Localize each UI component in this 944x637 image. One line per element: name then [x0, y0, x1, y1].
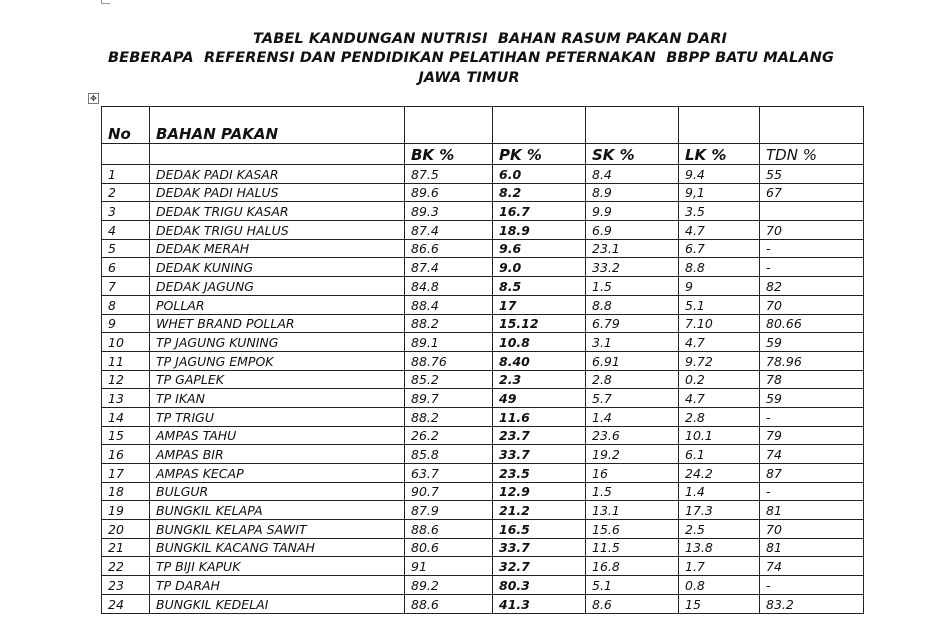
- cell-sk: 16: [586, 464, 679, 483]
- cell-sk: 2.8: [586, 370, 679, 389]
- cell-sk: 8.8: [586, 295, 679, 314]
- cell-lk: 17.3: [679, 501, 760, 520]
- cell-lk: 24.2: [679, 464, 760, 483]
- cell-bk: 87.4: [405, 258, 493, 277]
- cell-no: 5: [102, 239, 150, 258]
- cell-bk: 26.2: [405, 426, 493, 445]
- cell-sk: 23.6: [586, 426, 679, 445]
- cell-sk: 16.8: [586, 557, 679, 576]
- cell-tdn: 74: [760, 445, 864, 464]
- cell-no: 22: [102, 557, 150, 576]
- cell-bk: 85.2: [405, 370, 493, 389]
- cell-lk: 4.7: [679, 221, 760, 240]
- cell-lk: 10.1: [679, 426, 760, 445]
- page-corner-mark: [101, 0, 110, 4]
- cell-lk: 9.4: [679, 165, 760, 184]
- cell-no: 23: [102, 576, 150, 595]
- cell-tdn: 87: [760, 464, 864, 483]
- table-row: [102, 165, 864, 184]
- cell-no: 4: [102, 221, 150, 240]
- cell-name: BUNGKIL KELAPA SAWIT: [150, 520, 405, 539]
- table-row: [102, 202, 864, 221]
- table-row: [102, 258, 864, 277]
- cell-bk: 90.7: [405, 482, 493, 501]
- nutrition-table: [101, 106, 864, 614]
- table-row: [102, 426, 864, 445]
- cell-sk: 1.5: [586, 482, 679, 501]
- cell-lk: 2.5: [679, 520, 760, 539]
- cell-tdn: 74: [760, 557, 864, 576]
- cell-lk: 9.72: [679, 351, 760, 370]
- cell-lk: 0.2: [679, 370, 760, 389]
- cell-sk: 19.2: [586, 445, 679, 464]
- cell-no: 14: [102, 407, 150, 426]
- cell-lk: 8.8: [679, 258, 760, 277]
- cell-pk: 16.5: [493, 520, 586, 539]
- cell-name: DEDAK KUNING: [150, 258, 405, 277]
- cell-no: 15: [102, 426, 150, 445]
- cell-tdn: 83.2: [760, 594, 864, 613]
- cell-tdn: 59: [760, 389, 864, 408]
- table-row: [102, 594, 864, 613]
- cell-name: DEDAK PADI HALUS: [150, 183, 405, 202]
- cell-bk: 89.3: [405, 202, 493, 221]
- cell-bk: 87.4: [405, 221, 493, 240]
- cell-pk: 8.5: [493, 277, 586, 296]
- cell-name: POLLAR: [150, 295, 405, 314]
- cell-pk: 2.3: [493, 370, 586, 389]
- cell-no: 8: [102, 295, 150, 314]
- cell-tdn: 67: [760, 183, 864, 202]
- cell-tdn: 70: [760, 295, 864, 314]
- cell-sk: 15.6: [586, 520, 679, 539]
- cell-tdn: 55: [760, 165, 864, 184]
- cell-no: 7: [102, 277, 150, 296]
- cell-lk: 7.10: [679, 314, 760, 333]
- cell-pk: 16.7: [493, 202, 586, 221]
- table-row: [102, 464, 864, 483]
- cell-bk: 89.6: [405, 183, 493, 202]
- header-lk: LK %: [679, 144, 760, 165]
- cell-name: TP TRIGU: [150, 407, 405, 426]
- cell-pk: 9.0: [493, 258, 586, 277]
- cell-pk: 41.3: [493, 594, 586, 613]
- cell-tdn: 59: [760, 333, 864, 352]
- table-row: [102, 183, 864, 202]
- cell-tdn: 82: [760, 277, 864, 296]
- cell-pk: 80.3: [493, 576, 586, 595]
- cell-tdn: [760, 202, 864, 221]
- cell-bk: 80.6: [405, 538, 493, 557]
- cell-no: 13: [102, 389, 150, 408]
- cell-tdn: 70: [760, 520, 864, 539]
- cell-lk: 2.8: [679, 407, 760, 426]
- cell-bk: 89.7: [405, 389, 493, 408]
- table-row: [102, 407, 864, 426]
- cell-bk: 63.7: [405, 464, 493, 483]
- cell-sk: 13.1: [586, 501, 679, 520]
- cell-name: BUNGKIL KACANG TANAH: [150, 538, 405, 557]
- cell-pk: 12.9: [493, 482, 586, 501]
- table-row: [102, 295, 864, 314]
- cell-name: AMPAS BIR: [150, 445, 405, 464]
- cell-tdn: -: [760, 258, 864, 277]
- table-row: [102, 389, 864, 408]
- cell-name: BUNGKIL KELAPA: [150, 501, 405, 520]
- cell-lk: 3.5: [679, 202, 760, 221]
- cell-tdn: -: [760, 576, 864, 595]
- cell-lk: 9: [679, 277, 760, 296]
- cell-no: 17: [102, 464, 150, 483]
- header-row-2: [102, 144, 864, 165]
- cell-no: 20: [102, 520, 150, 539]
- cell-sk: 1.4: [586, 407, 679, 426]
- table-row: [102, 277, 864, 296]
- table-row: [102, 351, 864, 370]
- cell-pk: 9.6: [493, 239, 586, 258]
- title-line-1: TABEL KANDUNGAN NUTRISI BAHAN RASUM PAKAN DARI: [253, 31, 727, 47]
- cell-lk: 6.1: [679, 445, 760, 464]
- cell-pk: 33.7: [493, 538, 586, 557]
- cell-name: WHET BRAND POLLAR: [150, 314, 405, 333]
- cell-bk: 89.2: [405, 576, 493, 595]
- cell-bk: 91: [405, 557, 493, 576]
- cell-pk: 33.7: [493, 445, 586, 464]
- cell-no: 19: [102, 501, 150, 520]
- cell-no: 10: [102, 333, 150, 352]
- cell-pk: 10.8: [493, 333, 586, 352]
- cell-lk: 6.7: [679, 239, 760, 258]
- table-row: [102, 482, 864, 501]
- header-no: No: [102, 107, 150, 144]
- cell-sk: 8.6: [586, 594, 679, 613]
- header-sk: SK %: [586, 144, 679, 165]
- cell-tdn: -: [760, 407, 864, 426]
- table-row: [102, 314, 864, 333]
- cell-name: BULGUR: [150, 482, 405, 501]
- cell-name: DEDAK MERAH: [150, 239, 405, 258]
- cell-bk: 84.8: [405, 277, 493, 296]
- cell-tdn: 79: [760, 426, 864, 445]
- table-row: [102, 557, 864, 576]
- cell-sk: 8.4: [586, 165, 679, 184]
- cell-bk: 88.6: [405, 594, 493, 613]
- cell-no: 3: [102, 202, 150, 221]
- table-row: [102, 538, 864, 557]
- cell-sk: 8.9: [586, 183, 679, 202]
- cell-pk: 32.7: [493, 557, 586, 576]
- cell-lk: 1.7: [679, 557, 760, 576]
- cell-name: TP DARAH: [150, 576, 405, 595]
- header-bk: BK %: [405, 144, 493, 165]
- cell-pk: 49: [493, 389, 586, 408]
- cell-lk: 0.8: [679, 576, 760, 595]
- cell-bk: 87.5: [405, 165, 493, 184]
- cell-bk: 88.4: [405, 295, 493, 314]
- cell-tdn: 81: [760, 501, 864, 520]
- cell-lk: 5.1: [679, 295, 760, 314]
- cell-pk: 18.9: [493, 221, 586, 240]
- cell-pk: 23.5: [493, 464, 586, 483]
- cell-name: TP BIJI KAPUK: [150, 557, 405, 576]
- table-row: [102, 445, 864, 464]
- cell-sk: 23.1: [586, 239, 679, 258]
- cell-tdn: -: [760, 482, 864, 501]
- cell-sk: 5.1: [586, 576, 679, 595]
- cell-tdn: 78: [760, 370, 864, 389]
- cell-tdn: -: [760, 239, 864, 258]
- cell-pk: 17: [493, 295, 586, 314]
- cell-bk: 88.76: [405, 351, 493, 370]
- cell-no: 16: [102, 445, 150, 464]
- cell-sk: 11.5: [586, 538, 679, 557]
- cell-no: 18: [102, 482, 150, 501]
- table-row: [102, 520, 864, 539]
- cell-sk: 1.5: [586, 277, 679, 296]
- cell-no: 21: [102, 538, 150, 557]
- cell-name: AMPAS KECAP: [150, 464, 405, 483]
- table-row: [102, 221, 864, 240]
- cell-pk: 8.2: [493, 183, 586, 202]
- cell-bk: 88.6: [405, 520, 493, 539]
- cell-no: 24: [102, 594, 150, 613]
- cell-no: 11: [102, 351, 150, 370]
- cell-pk: 11.6: [493, 407, 586, 426]
- cell-sk: 3.1: [586, 333, 679, 352]
- cell-tdn: 70: [760, 221, 864, 240]
- cell-lk: 4.7: [679, 333, 760, 352]
- cell-sk: 6.91: [586, 351, 679, 370]
- cell-pk: 23.7: [493, 426, 586, 445]
- title-line-3: JAWA TIMUR: [418, 70, 520, 86]
- table-row: [102, 370, 864, 389]
- cell-sk: 6.79: [586, 314, 679, 333]
- header-bahan-pakan: BAHAN PAKAN: [150, 107, 405, 144]
- cell-bk: 87.9: [405, 501, 493, 520]
- cell-lk: 13.8: [679, 538, 760, 557]
- cell-sk: 33.2: [586, 258, 679, 277]
- cell-sk: 5.7: [586, 389, 679, 408]
- cell-name: AMPAS TAHU: [150, 426, 405, 445]
- cell-no: 6: [102, 258, 150, 277]
- table-row: [102, 576, 864, 595]
- cell-pk: 8.40: [493, 351, 586, 370]
- table-row: [102, 501, 864, 520]
- cell-no: 9: [102, 314, 150, 333]
- cell-name: TP JAGUNG KUNING: [150, 333, 405, 352]
- cell-lk: 4.7: [679, 389, 760, 408]
- cell-bk: 88.2: [405, 314, 493, 333]
- header-row-1: [102, 107, 864, 144]
- cell-pk: 21.2: [493, 501, 586, 520]
- cell-sk: 9.9: [586, 202, 679, 221]
- cell-name: DEDAK JAGUNG: [150, 277, 405, 296]
- cell-tdn: 81: [760, 538, 864, 557]
- header-pk: PK %: [493, 144, 586, 165]
- cell-no: 1: [102, 165, 150, 184]
- table-move-handle-icon[interactable]: ✥: [88, 93, 99, 104]
- table-row: [102, 239, 864, 258]
- cell-bk: 89.1: [405, 333, 493, 352]
- cell-tdn: 80.66: [760, 314, 864, 333]
- cell-bk: 85.8: [405, 445, 493, 464]
- cell-name: TP GAPLEK: [150, 370, 405, 389]
- cell-no: 12: [102, 370, 150, 389]
- title-line-2: BEBERAPA REFERENSI DAN PENDIDIKAN PELATIHAN PETERNAKAN BBPP BATU MALANG: [108, 50, 834, 66]
- cell-lk: 15: [679, 594, 760, 613]
- cell-name: BUNGKIL KEDELAI: [150, 594, 405, 613]
- cell-lk: 1.4: [679, 482, 760, 501]
- cell-bk: 88.2: [405, 407, 493, 426]
- header-tdn: TDN %: [760, 144, 864, 165]
- cell-sk: 6.9: [586, 221, 679, 240]
- cell-lk: 9,1: [679, 183, 760, 202]
- cell-pk: 15.12: [493, 314, 586, 333]
- cell-name: DEDAK PADI KASAR: [150, 165, 405, 184]
- cell-tdn: 78.96: [760, 351, 864, 370]
- cell-bk: 86.6: [405, 239, 493, 258]
- cell-name: DEDAK TRIGU KASAR: [150, 202, 405, 221]
- cell-no: 2: [102, 183, 150, 202]
- cell-name: TP JAGUNG EMPOK: [150, 351, 405, 370]
- cell-name: DEDAK TRIGU HALUS: [150, 221, 405, 240]
- cell-name: TP IKAN: [150, 389, 405, 408]
- cell-pk: 6.0: [493, 165, 586, 184]
- table-row: [102, 333, 864, 352]
